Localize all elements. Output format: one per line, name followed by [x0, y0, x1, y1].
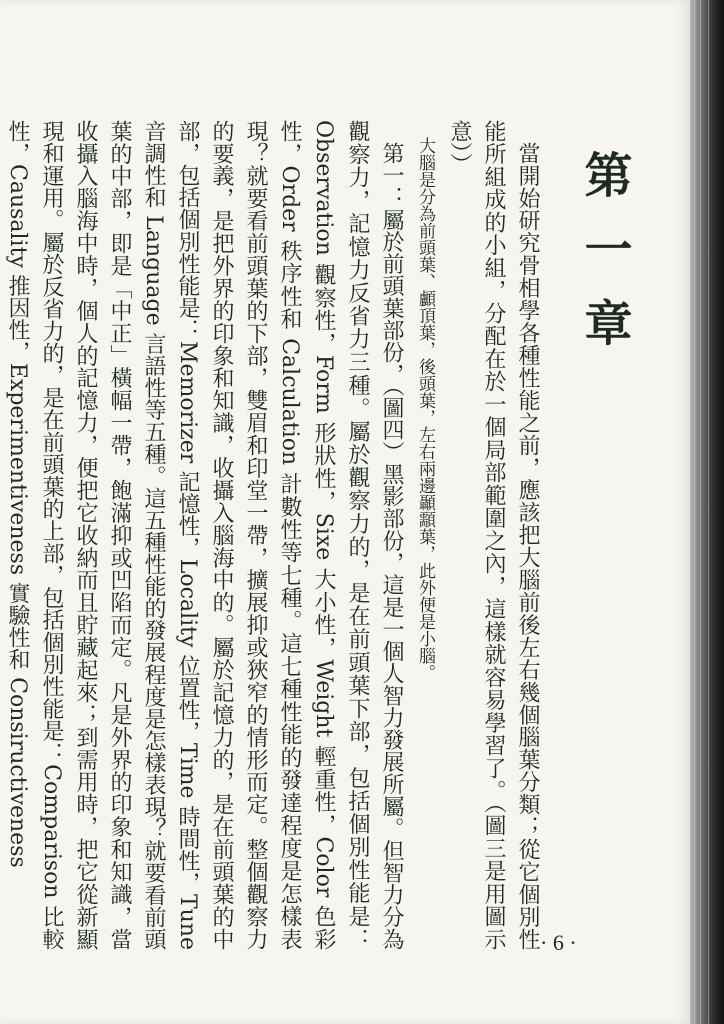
chapter-title: 第一章: [576, 150, 632, 372]
body-text: [5, 120, 544, 950]
edge-line: [700, 0, 701, 1024]
page-edge: [690, 0, 724, 1024]
paragraph-3: 第一：屬於前頭葉部份，（圖四）黑影部份，這是一個人智力發展所屬。但智力分為觀察力，記憶力反省力三種。屬於觀察力的，是在前頭葉下部，包括個別性能是：Observation 觀察性，Form 形狀性，Sixe 大小性，Weight 輕重性，Color 色彩性，Order 秩序性和 Calculation 計數性等七種。這七種性能的發達程度是怎樣表現？就要看前頭葉的下部，雙眉和印堂一帶，擴展抑或狹窄的情形而定。整個觀察力的要義，是把外界的印象和知識，收攝入腦海中的。屬於記憶力的，是在前頭葉的中部，包括個別性能是：Memorizer 記憶性，Locality 位置性，Time 時間性，Tune 音調性和 Language 言語性等五種。這五種性能的發展程度是怎樣表現？就要看前頭葉的中部，即是「中正」橫幅一帶，飽滿抑或凹陷而定。凡是外界的印象和知識，當收攝入腦海中時，個人的記憶力，便把它收納而且貯藏起來；到需用時，把它從新顯現和運用。屬於反省力的，是在前頭葉的上部，包括個別性能是：Comparison 比較性，Causality 推因性，Experimentiveness 實驗性和 Consiructiveness: [5, 120, 404, 950]
paragraph-2: 大腦是分為前頭葉、顱頂葉，後頭葉，左右兩邊顳顬葉，此外便是小腦。: [415, 137, 435, 681]
edge-line: [708, 0, 709, 1024]
paragraph-1: 當開始研究骨相學各種性能之前，應該把大腦前後左右幾個腦葉分類；從它個別性能所組成的小組，分配在於一個局部範圍之內，這樣就容易學習了。（圖三是用圖示意））: [447, 120, 540, 950]
edge-line: [694, 0, 695, 1024]
page-number: · 6 ·: [540, 930, 577, 955]
